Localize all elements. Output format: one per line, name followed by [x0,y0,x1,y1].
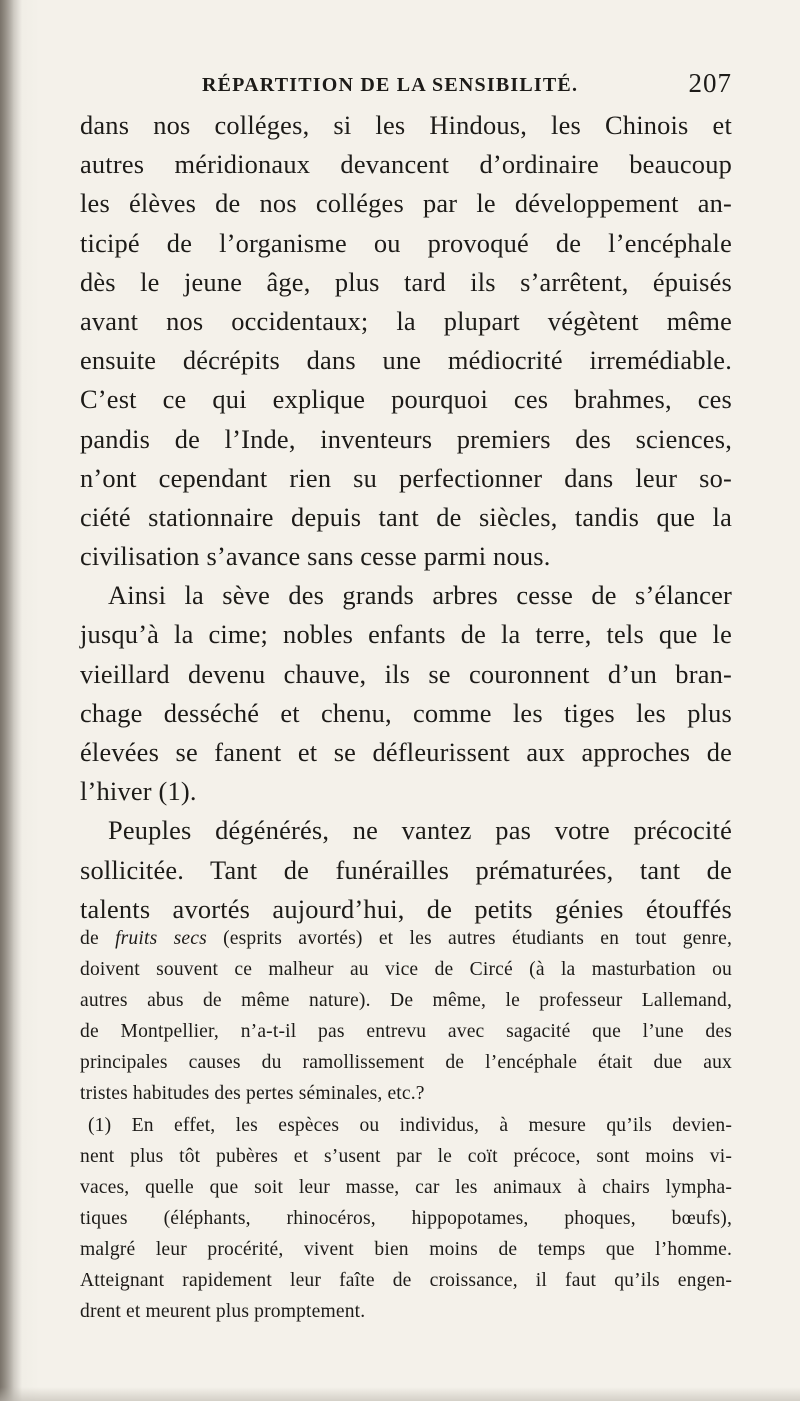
page-bottom-edge [0,1387,800,1401]
footnote-line: vaces, quelle que soit leur masse, car les animaux à chairs lympha- [80,1176,732,1198]
footnote-line: de Montpellier, n’a-t-il pas entrevu avec sagacité que l’une des [80,1021,732,1043]
footnote-line [80,923,732,954]
running-title: RÉPARTITION DE LA SENSIBILITÉ. [202,74,579,96]
text-line: élevées se fanent et se défleurissent aux approches de [80,737,732,767]
footnote-line: doivent souvent ce malheur au vice de Circé (à la masturbation ou [80,959,732,981]
footnote-line: drent et meurent plus promptement. [80,1301,366,1323]
footnotes [80,923,732,1327]
text-line: l’hiver (1). [80,776,197,807]
text-line: pandis de l’Inde, inventeurs premiers des sciences, [80,423,732,454]
text-line: les élèves de nos colléges par le développement an- [80,188,732,219]
footnote-italic-term: fruits secs [115,928,207,949]
footnote-line: principales causes du ramollissement de l’encéphale était due aux [80,1052,732,1074]
text-line: autres méridionaux devancent d’ordinaire beaucoup [80,149,732,180]
text-line: n’ont cependant rien su perfectionner dans leur so- [80,462,732,493]
binding-shadow [0,0,22,1401]
main-text [80,106,732,929]
page-number: 207 [688,68,732,98]
footnote-line: autres abus de même nature). De même, le professeur Lallemand, [80,990,732,1012]
text-line: avant nos occidentaux; la plupart végètent même [80,305,732,336]
page-header [80,66,732,106]
text-line: dès le jeune âge, plus tard ils s’arrêtent, épuisés [80,266,732,297]
text-line: Ainsi la sève des grands arbres cesse de s’élancer [108,580,732,611]
text-line: ensuite décrépits dans une médiocrité irremédiable. [80,345,732,376]
text-line: chage desséché et chenu, comme les tiges les plus [80,697,732,728]
text-line: ciété stationnaire depuis tant de siècles, tandis que la [80,501,732,532]
text-line: civilisation s’avance sans cesse parmi nous. [80,541,551,572]
footnote-line: tiques (éléphants, rhinocéros, hippopotames, phoques, bœufs), [80,1207,732,1229]
footnote-line: (1) En effet, les espèces ou individus, à mesure qu’ils devien- [88,1114,732,1136]
text-line: dans nos colléges, si les Hindous, les Chinois et [80,110,732,140]
text-line: talents avortés aujourd’hui, de petits génies étouffés [80,893,732,924]
footnote-line: tristes habitudes des pertes séminales, etc.? [80,1083,425,1105]
footnote-line: nent plus tôt pubères et s’usent par le coït précoce, sont moins vi- [80,1145,732,1167]
text-line: Peuples dégénérés, ne vantez pas votre précocité [108,815,732,846]
text-line: jusqu’à la cime; nobles enfants de la terre, tels que le [80,619,732,650]
text-line: ticipé de l’organisme ou provoqué de l’encéphale [80,227,732,258]
text-line: vieillard devenu chauve, ils se couronnent d’un bran- [80,658,732,689]
footnote-rest: (esprits avortés) et les autres étudiants en tout genre, [206,928,733,949]
text-line: sollicitée. Tant de funérailles prématurées, tant de [80,854,732,885]
footnote-line: malgré leur procérité, vivent bien moins de temps que l’homme. [80,1238,732,1260]
footnote-prefix: de [80,928,116,949]
text-line: C’est ce qui explique pourquoi ces brahmes, ces [80,384,732,415]
footnote-line: Atteignant rapidement leur faîte de croissance, il faut qu’ils engen- [80,1270,732,1292]
